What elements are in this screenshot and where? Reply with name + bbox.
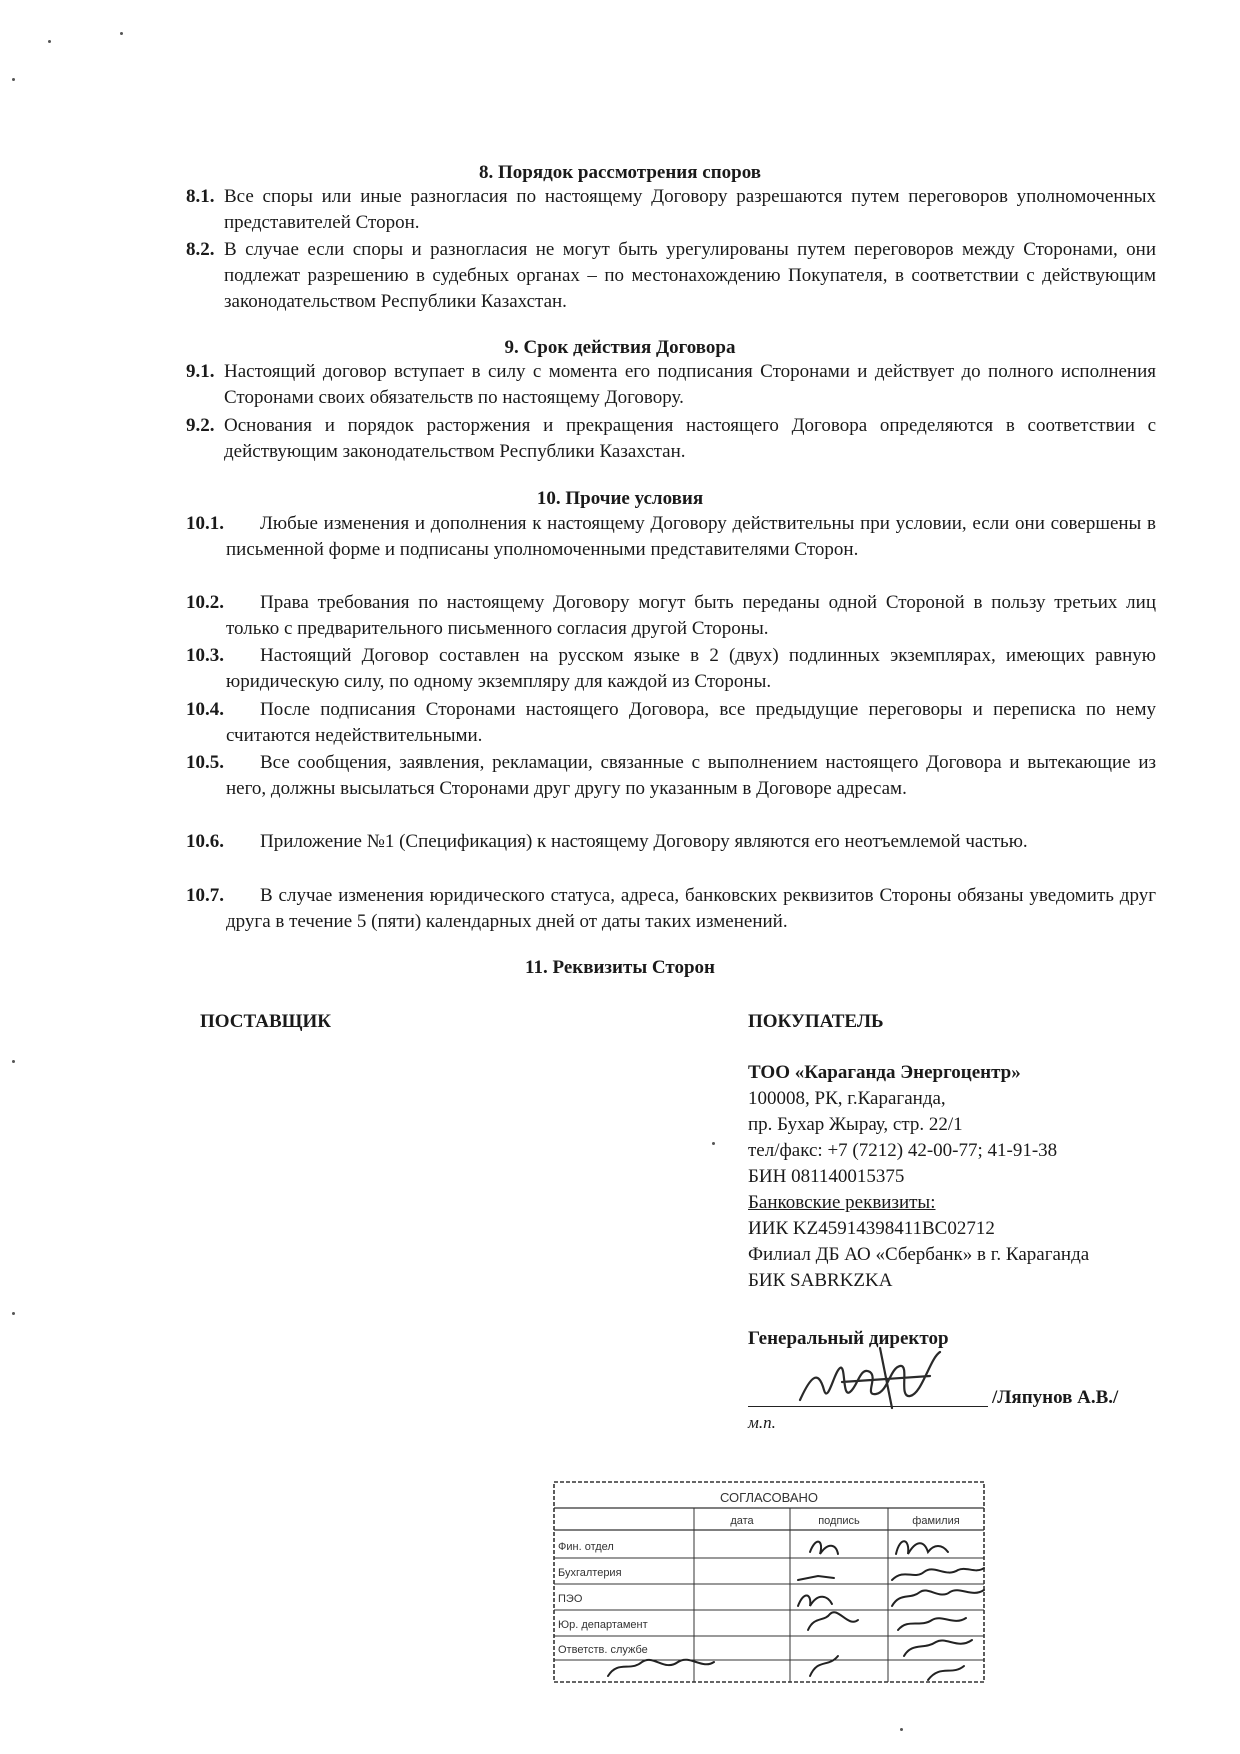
- clause-number: 10.6.: [186, 831, 224, 852]
- clause-text: Все сообщения, заявления, рекламации, связанные с выполнением настоящего Договора и вытекающие из него, должны высылаться Сторонами друг другу по указанным в Договоре адресам.: [226, 752, 1156, 799]
- section-9-title: 9. Срок действия Договора: [504, 337, 736, 358]
- stamp-row-accounting: Бухгалтерия: [558, 1567, 622, 1579]
- clause-number: 10.5.: [186, 752, 224, 773]
- clause-9-2: [186, 413, 1156, 465]
- section-10-title: 10. Прочие условия: [536, 488, 704, 509]
- scan-speck: [120, 32, 123, 35]
- buyer-phone: тел/факс: +7 (7212) 42-00-77; 41-91-38: [748, 1140, 1058, 1161]
- clause-text: Любые изменения и дополнения к настоящему Договору действительны при условии, если они совершены в письменной форме и подписаны уполномоченными представителями Сторон.: [226, 513, 1156, 560]
- clause-10-2: [186, 590, 1156, 642]
- stamp-col-signature: подпись: [818, 1515, 860, 1527]
- clause-9-1: [186, 359, 1156, 411]
- buyer-iik: ИИК KZ45914398411BC02712: [748, 1218, 995, 1239]
- buyer-company: ТОО «Караганда Энергоцентр»: [748, 1062, 1021, 1083]
- supplier-label: ПОСТАВЩИК: [200, 1011, 332, 1032]
- stamp-row-responsible: Ответств. службе: [558, 1644, 648, 1656]
- buyer-bik: БИК SABRKZKA: [748, 1270, 893, 1291]
- section-11-title: 11. Реквизиты Сторон: [525, 957, 715, 978]
- buyer-bin: БИН 081140015375: [748, 1166, 905, 1187]
- scan-speck: [12, 1060, 15, 1063]
- clause-number: 9.1.: [186, 361, 215, 382]
- stamp-col-surname: фамилия: [912, 1515, 960, 1527]
- clause-number: 10.2.: [186, 592, 224, 613]
- director-signature: [780, 1338, 980, 1418]
- buyer-address-line-2: пр. Бухар Жырау, стр. 22/1: [748, 1114, 963, 1135]
- buyer-address-line-1: 100008, РК, г.Караганда,: [748, 1088, 946, 1109]
- buyer-label: ПОКУПАТЕЛЬ: [748, 1011, 884, 1032]
- clause-8-2: [186, 237, 1156, 315]
- clause-text: После подписания Сторонами настоящего Договора, все предыдущие переговоры и переписка по нему считаются недействительными.: [226, 699, 1156, 746]
- seal-place: м.п.: [748, 1413, 776, 1432]
- clause-text: В случае если споры и разногласия не могут быть урегулированы путем переговоров между Сторонами, они подлежат разрешению в судебных органах – по местонахождению Покупателя, в соответствии с действующим законодательством Республики Казахстан.: [224, 239, 1156, 312]
- clause-10-5: [186, 750, 1156, 802]
- buyer-bank: Филиал ДБ АО «Сбербанк» в г. Караганда: [748, 1244, 1090, 1265]
- clause-8-1: [186, 184, 1156, 236]
- clause-number: 9.2.: [186, 415, 215, 436]
- signatory-name: /Ляпунов А.В./: [992, 1387, 1119, 1408]
- clause-number: 8.1.: [186, 186, 215, 207]
- clause-text: Основания и порядок расторжения и прекращения настоящего Договора определяются в соответствии с действующим законодательством Республики Казахстан.: [224, 415, 1156, 462]
- clause-10-7: [186, 883, 1156, 935]
- scan-speck: [12, 1312, 15, 1315]
- clause-text: Настоящий Договор составлен на русском языке в 2 (двух) подлинных экземплярах, имеющих равную юридическую силу, по одному экземпляру для каждой из Стороны.: [226, 645, 1156, 692]
- clause-number: 10.3.: [186, 645, 224, 666]
- clause-text: Приложение №1 (Спецификация) к настоящему Договору являются его неотъемлемой частью.: [260, 831, 1028, 852]
- stamp-row-fin: Фин. отдел: [558, 1541, 614, 1553]
- stamp-handwritten-signatures: [608, 1541, 984, 1680]
- stamp-row-peo: ПЭО: [558, 1593, 583, 1605]
- clause-number: 10.7.: [186, 885, 224, 906]
- clause-number: 10.4.: [186, 699, 224, 720]
- clause-text: Настоящий договор вступает в силу с момента его подписания Сторонами и действует до полного исполнения Сторонами своих обязательств по настоящему Договору.: [224, 361, 1156, 408]
- scan-speck: [712, 1142, 715, 1145]
- clause-10-4: [186, 697, 1156, 749]
- buyer-requisites: [748, 1060, 1218, 1294]
- bank-details-heading: Банковские реквизиты:: [748, 1192, 936, 1213]
- scan-speck: [12, 78, 15, 81]
- clause-text: Права требования по настоящему Договору могут быть переданы одной Стороной в пользу третьих лиц только с предварительного письменного согласия другой Стороны.: [226, 592, 1156, 639]
- stamp-title: СОГЛАСОВАНО: [719, 1490, 819, 1505]
- section-8-title: 8. Порядок рассмотрения споров: [478, 162, 762, 183]
- approval-stamp: [548, 1480, 986, 1688]
- clause-text: В случае изменения юридического статуса, адреса, банковских реквизитов Стороны обязаны уведомить друг друга в течение 5 (пяти) календарных дней от даты таких изменений.: [226, 885, 1156, 932]
- clause-10-3: [186, 643, 1156, 695]
- stamp-row-legal: Юр. департамент: [558, 1619, 648, 1631]
- clause-number: 8.2.: [186, 239, 215, 260]
- clause-10-1: [186, 511, 1156, 563]
- stamp-col-date: дата: [730, 1515, 754, 1527]
- clause-number: 10.1.: [186, 513, 224, 534]
- clause-10-6: [186, 829, 1156, 855]
- scan-speck: [900, 1728, 903, 1731]
- scan-speck: [48, 40, 51, 43]
- signatory-position: Генеральный директор: [748, 1328, 949, 1349]
- clause-text: Все споры или иные разногласия по настоящему Договору разрешаются путем переговоров уполномоченных представителей Сторон.: [224, 186, 1156, 233]
